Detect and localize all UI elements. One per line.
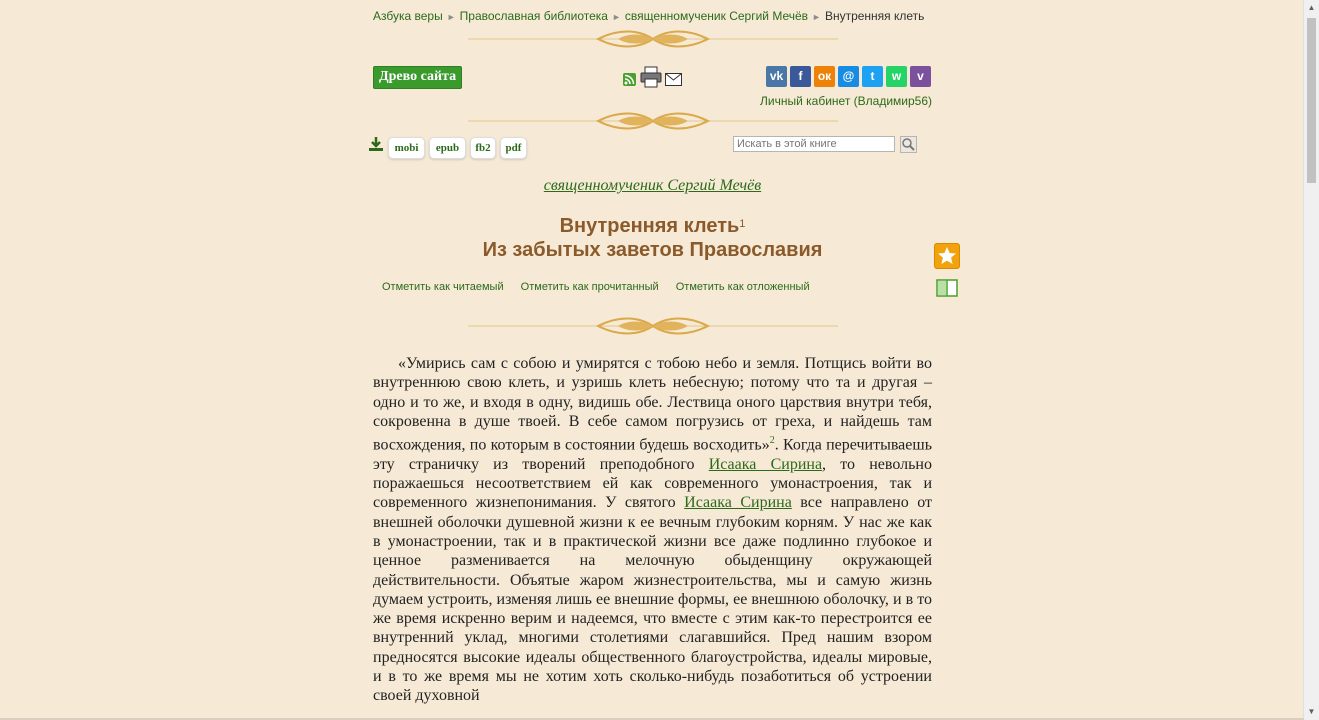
breadcrumb-library[interactable]: Православная библиотека xyxy=(459,9,608,23)
site-tree-button[interactable]: Древо сайта xyxy=(373,66,462,89)
email-icon[interactable] xyxy=(665,73,682,91)
print-icon[interactable] xyxy=(640,66,662,93)
search-button[interactable] xyxy=(900,136,917,153)
ornament-divider-icon xyxy=(468,109,838,133)
book-title-line1: Внутренняя клеть xyxy=(559,215,740,237)
download-epub-button[interactable]: epub xyxy=(429,137,466,159)
download-icon[interactable] xyxy=(368,136,384,152)
reading-status-links xyxy=(382,281,824,293)
breadcrumb xyxy=(373,9,924,23)
download-mobi-button[interactable]: mobi xyxy=(388,137,425,159)
odnoklassniki-share-icon[interactable]: ок xyxy=(814,66,835,87)
facebook-share-icon[interactable]: f xyxy=(790,66,811,87)
isaac-syrian-link-2[interactable]: Исаака Сирина xyxy=(684,494,792,512)
breadcrumb-azbuka[interactable]: Азбука веры xyxy=(373,9,443,23)
breadcrumb-separator-icon: ► xyxy=(611,12,621,22)
moimir-share-icon[interactable]: @ xyxy=(838,66,859,87)
book-text xyxy=(373,354,932,706)
download-pdf-button[interactable]: pdf xyxy=(500,137,527,159)
vk-share-icon[interactable]: vk xyxy=(766,66,787,87)
rss-icon[interactable] xyxy=(623,73,636,86)
breadcrumb-author[interactable]: священномученик Сергий Мечёв xyxy=(624,9,809,23)
twitter-share-icon[interactable]: t xyxy=(862,66,883,87)
text-fragment: все направлено от внешней оболочки душевной жизни к ее вечным глубоким корням. У нас же как в умонастроении, так и в практической жизни все даже подлинно глубокое и ценное разменивается на мелочную обыденщину окружающей действительности. Объятые жаром жизнестроительства, мы и самую жизнь думаем устроить, изменяя лишь ее внешние формы, ее внешнюю оболочку, и в то же время искренно верим и надеемся, что вместе с этим как-то перестроится ее внутренний уклад, многими столетиями слагавшийся. Пред нашим взором предносятся высокие идеалы общественного благоустройства, идеалы мировые, и в то же время мы не хотим хоть сколько-нибудь позаботиться об устроении своей духовной xyxy=(373,494,933,705)
mark-read-link[interactable]: Отметить как прочитанный xyxy=(520,281,659,293)
book-search-input[interactable] xyxy=(733,136,895,152)
scroll-down-icon[interactable]: ▼ xyxy=(1307,707,1316,716)
scrollbar-thumb[interactable] xyxy=(1307,18,1316,183)
whatsapp-share-icon[interactable]: w xyxy=(886,66,907,87)
breadcrumb-separator-icon: ► xyxy=(812,12,821,22)
book-title xyxy=(373,214,932,262)
scroll-up-icon[interactable]: ▲ xyxy=(1307,3,1316,12)
ornament-divider-icon xyxy=(468,314,838,338)
personal-cabinet-link[interactable]: Личный кабинет (Владимир56) xyxy=(760,94,932,108)
viber-share-icon[interactable]: v xyxy=(910,66,931,87)
title-footnote-link[interactable]: 1 xyxy=(739,218,746,230)
mark-reading-link[interactable]: Отметить как читаемый xyxy=(382,281,504,293)
text-paragraph xyxy=(373,354,932,706)
footnote-2-link[interactable]: 2 xyxy=(769,435,775,447)
author-link[interactable]: священномученик Сергий Мечёв xyxy=(543,177,762,194)
text-fragment: . Когда перечитываешь эту страничку из творений преподобного xyxy=(373,436,932,473)
isaac-syrian-link[interactable]: Исаака Сирина xyxy=(708,455,823,473)
mark-postponed-link[interactable]: Отметить как отложенный xyxy=(675,281,810,293)
book-subtitle: Из забытых заветов Православия xyxy=(482,239,823,261)
search-icon xyxy=(901,137,916,152)
bookmark-star-icon[interactable] xyxy=(934,243,960,269)
download-fb2-button[interactable]: fb2 xyxy=(470,137,496,159)
text-fragment: «Умирись сам с собою и умирятся с тобою небо и земля. Потщись войти во внутреннюю свою клеть, и узришь клеть небесную; потому что та и другая – одно и то же, и входя в одну, видишь обе. Лествица оного царствия внутри тебя, сокровенна в душе твоей. В себе самом погрузись от греха, и найдешь там восхождения, по которым в состоянии будешь восходить» xyxy=(373,355,932,454)
text-fragment: , то невольно поражаешься несоответствием ей как современного умонастроения, так и современного жизнепонимания. У святого xyxy=(373,455,932,512)
breadcrumb-separator-icon: ► xyxy=(446,12,456,22)
ornament-divider-icon xyxy=(468,27,838,51)
reading-mode-book-icon[interactable] xyxy=(936,279,958,297)
breadcrumb-current: Внутренняя клеть xyxy=(824,9,925,23)
page-scrollbar[interactable] xyxy=(1303,0,1319,720)
